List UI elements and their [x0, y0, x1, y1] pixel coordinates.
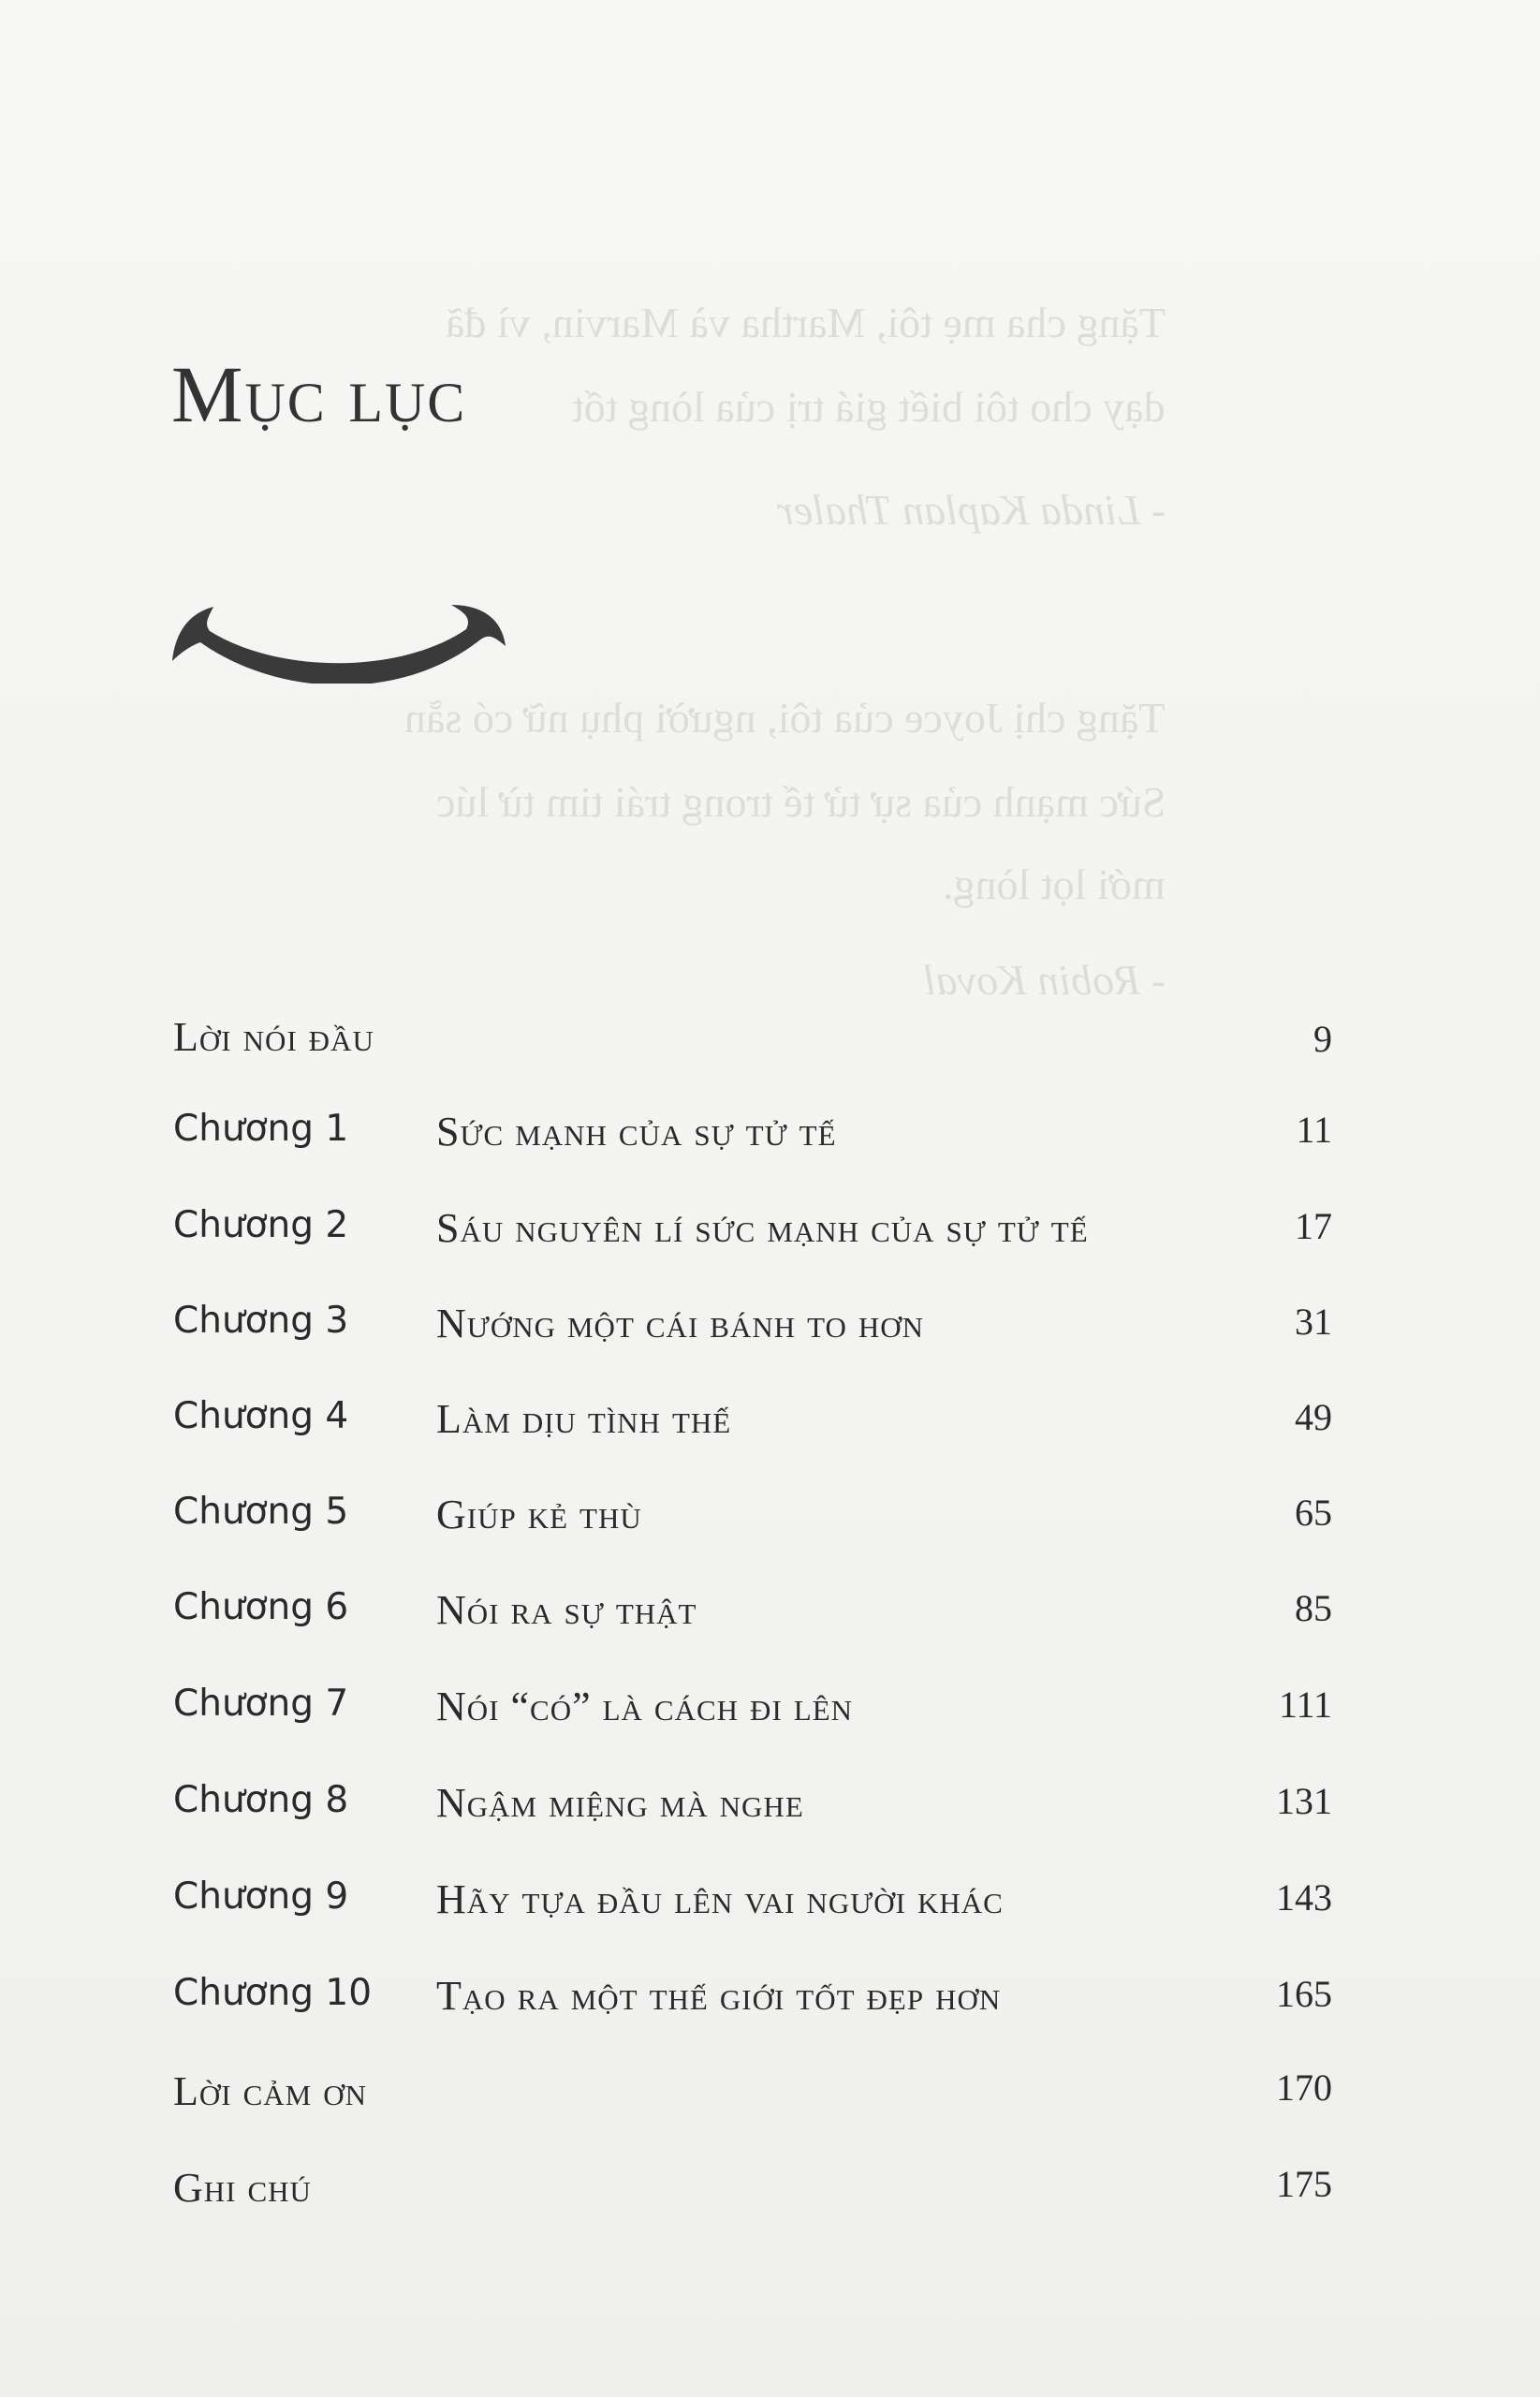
toc-chapter-label: Chương 7	[173, 1683, 349, 1725]
toc-chapter-title: Sáu nguyên lí sức mạnh của sự tử tế	[436, 1205, 1089, 1251]
toc-chapter-label: Chương 1	[173, 1108, 349, 1150]
toc-entry-chapter-2[interactable]	[0, 1204, 1540, 1270]
toc-entry-chapter-5[interactable]	[0, 1491, 1540, 1556]
ghost-line-7: - Robin Koval	[923, 956, 1166, 1004]
toc-chapter-title: Hãy tựa đầu lên vai người khác	[436, 1876, 1004, 1922]
toc-label: Lời nói đầu	[173, 1014, 374, 1060]
toc-chapter-title: Nói “có” là cách đi lên	[436, 1684, 854, 1729]
ghost-line-2: dạy cho tôi biết giá trị của lòng tốt	[572, 383, 1166, 431]
toc-entry-preface[interactable]	[0, 1013, 1540, 1079]
toc-chapter-title: Tạo ra một thế giới tốt đẹp hơn	[436, 1973, 1002, 2019]
toc-page-number: 65	[1295, 1492, 1332, 1534]
toc-label: Ghi chú	[173, 2165, 312, 2211]
toc-page-number: 111	[1278, 1684, 1332, 1726]
ghost-line-3: - Linda Kaplan Thaler	[776, 486, 1166, 534]
toc-chapter-label: Chương 9	[173, 1875, 349, 1918]
toc-entry-chapter-4[interactable]	[0, 1395, 1540, 1461]
toc-entry-chapter-10[interactable]	[0, 1972, 1540, 2037]
toc-chapter-label: Chương 10	[173, 1972, 373, 2014]
toc-entry-chapter-6[interactable]	[0, 1586, 1540, 1652]
toc-entry-acknowledgements[interactable]	[0, 2067, 1540, 2133]
toc-chapter-title: Nướng một cái bánh to hơn	[436, 1301, 925, 1346]
toc-page-number: 17	[1295, 1205, 1332, 1247]
toc-chapter-label: Chương 3	[173, 1300, 349, 1342]
ghost-line-1: Tặng cha mẹ tôi, Martha và Marvin, vì đã	[446, 299, 1166, 346]
toc-chapter-label: Chương 8	[173, 1779, 349, 1821]
toc-page-number: 165	[1276, 1973, 1332, 2015]
toc-chapter-title: Ngậm miệng mà nghe	[436, 1780, 804, 1826]
ghost-line-4: Tặng chị Joyce của tôi, người phụ nữ có sẵn	[404, 694, 1166, 742]
toc-chapter-title: Giúp kẻ thù	[436, 1492, 642, 1537]
toc-chapter-label: Chương 2	[173, 1204, 349, 1246]
toc-entry-chapter-9[interactable]	[0, 1875, 1540, 1941]
toc-page-number: 31	[1295, 1301, 1332, 1343]
ghost-line-5: Sức mạnh của sự tử tế trong trái tim từ lúc	[435, 778, 1166, 826]
toc-entry-chapter-8[interactable]	[0, 1779, 1540, 1845]
toc-page-number: 143	[1276, 1876, 1332, 1919]
toc-page-number: 175	[1276, 2163, 1332, 2205]
toc-page-number: 131	[1276, 1780, 1332, 1822]
toc-page-number: 49	[1295, 1396, 1332, 1438]
ghost-line-6: mới lọt lòng.	[943, 860, 1166, 908]
toc-entry-chapter-3[interactable]	[0, 1300, 1540, 1365]
toc-entry-notes[interactable]	[0, 2164, 1540, 2229]
toc-chapter-label: Chương 5	[173, 1491, 349, 1533]
toc-page-number: 85	[1295, 1587, 1332, 1629]
toc-page-number: 11	[1296, 1109, 1332, 1151]
page-title: Mục lục	[171, 349, 467, 439]
toc-entry-chapter-7[interactable]	[0, 1683, 1540, 1748]
toc-chapter-title: Nói ra sự thật	[436, 1587, 697, 1633]
toc-chapter-label: Chương 4	[173, 1395, 349, 1437]
toc-page-number: 9	[1313, 1018, 1332, 1060]
toc-chapter-title: Sức mạnh của sự tử tế	[436, 1109, 837, 1154]
toc-label: Lời cảm ơn	[173, 2068, 367, 2114]
toc-chapter-title: Làm dịu tình thế	[436, 1396, 732, 1442]
toc-chapter-label: Chương 6	[173, 1586, 349, 1628]
toc-page-number: 170	[1276, 2066, 1332, 2109]
toc-entry-chapter-1[interactable]	[0, 1108, 1540, 1173]
